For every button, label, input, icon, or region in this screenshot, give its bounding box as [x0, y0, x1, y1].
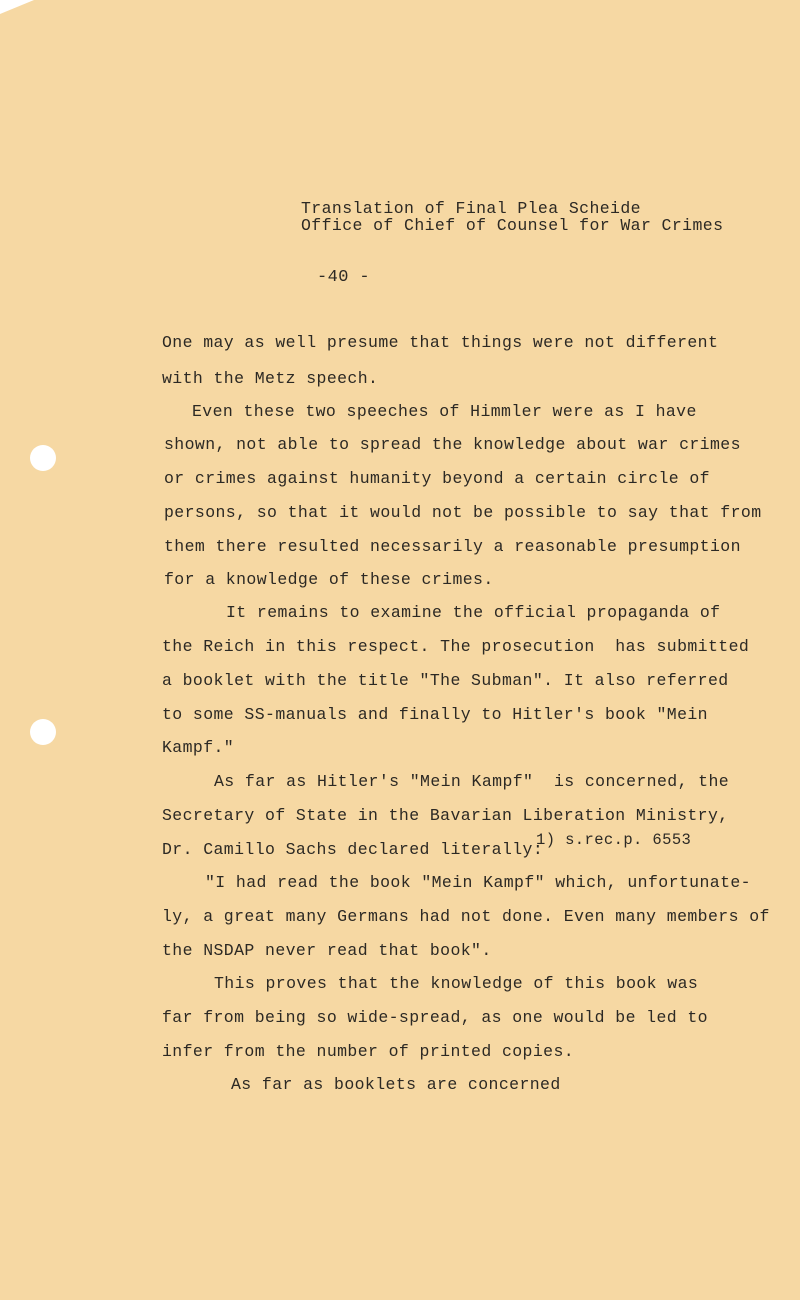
body-line: for a knowledge of these crimes.	[164, 570, 494, 589]
body-line: the NSDAP never read that book".	[162, 941, 492, 960]
body-line: As far as booklets are concerned	[231, 1075, 561, 1094]
body-line: the Reich in this respect. The prosecution has submitted	[162, 637, 750, 656]
body-line: with the Metz speech.	[162, 369, 379, 388]
page-number: -40 -	[317, 268, 371, 287]
body-line: "I had read the book "Mein Kampf" which, unfortunate-	[205, 873, 751, 892]
footnote-reference: 1) s.rec.p. 6553	[536, 831, 692, 849]
body-line: Secretary of State in the Bavarian Liberation Ministry,	[162, 806, 729, 825]
body-line: them there resulted necessarily a reasonable presumption	[164, 537, 741, 556]
punch-hole-upper	[30, 445, 56, 471]
body-line: persons, so that it would not be possible to say that from	[164, 503, 762, 522]
body-line: Dr. Camillo Sachs declared literally:	[162, 840, 544, 859]
body-line: or crimes against humanity beyond a certain circle of	[164, 469, 710, 488]
punch-hole-lower	[30, 719, 56, 745]
body-line: Kampf."	[162, 738, 235, 757]
body-line: As far as Hitler's "Mein Kampf" is concerned, the	[214, 772, 730, 791]
body-line: to some SS-manuals and finally to Hitler's book "Mein	[162, 705, 708, 724]
header-office: Office of Chief of Counsel for War Crimes	[301, 216, 724, 235]
body-line: a booklet with the title "The Subman". It also referred	[162, 671, 729, 690]
body-line: ly, a great many Germans had not done. Even many members of	[162, 907, 770, 926]
body-line: shown, not able to spread the knowledge about war crimes	[164, 435, 741, 454]
page-corner	[0, 0, 34, 14]
body-line: This proves that the knowledge of this book was	[214, 974, 699, 993]
header-title: Translation of Final Plea Scheide	[301, 199, 641, 218]
body-line: Even these two speeches of Himmler were as I have	[192, 402, 697, 421]
body-line: One may as well presume that things were not different	[162, 333, 719, 352]
body-line: infer from the number of printed copies.	[162, 1042, 575, 1061]
body-line: far from being so wide-spread, as one would be led to	[162, 1008, 708, 1027]
body-line: It remains to examine the official propaganda of	[226, 603, 721, 622]
